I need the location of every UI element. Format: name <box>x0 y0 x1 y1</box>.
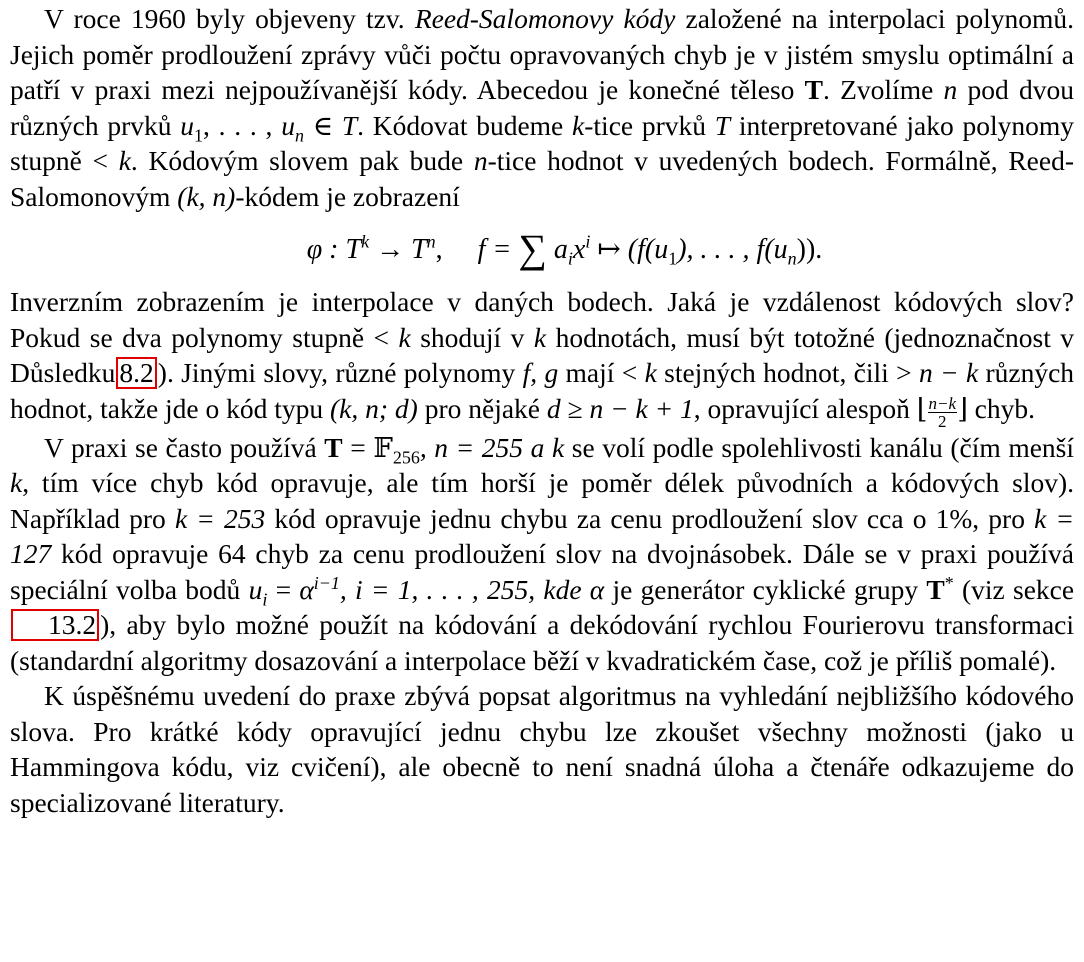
paragraph-2: Inverzním zobrazením je interpolace v daných bodech. Jaká je vzdálenost kódových slov? Pokud se dva polynomy stupně < k shodují v k hodnotách, musí být totožné (jednoznačnost v Důsledku 8.2 ). Jinými slovy, různé polynomy f, g mají < k stejných hodnot, čili > n − k různých hodnot, takže jde o kód typu (k, n; d) pro nějaké d ≥ n − k + 1, opravující alespoň ⌊ $\frac{n-k}{2}$ ⌋ chyb. <box>10 286 1075 431</box>
paragraph-1: V roce 1960 byly objeveny tzv. Reed-Salomonovy kódy založené na interpolaci polynomů. Jejich poměr prodloužení zprávy vůči počtu opravovaných chyb je v jistém smyslu optimální a patří v praxi mezi nejpoužívanější kódy. Abecedou je konečné těleso T. Zvolíme n pod dvou různých prvků $u_1$, . . . , $u_n$ ∈ T. Kódovat budeme k-tice prvků T interpretované jako polynomy stupně < k. Kódovým slovem pak bude n-tice hodnot v uvedených bodech. Formálně, Reed-Salomonovým (k, n)-kódem je zobrazení <box>10 3 1075 212</box>
paragraph-4: K úspěšnému uvedení do praxe zbývá popsat algoritmus na vyhledání nejbližšího kódového slova. Pro krátké kódy opravující jednu chybu lze zkoušet všechny možnosti (jako u Hammingova kódu, viz cvičení), ale obecně to není snadná úloha a čtenáře odkazujeme do specializované literatury. <box>10 680 1074 818</box>
paragraph-3: V praxi se často používá T = 𝔽$_{256}$, n = 255 a k se volí podle spolehlivosti kanálu (čím menší k, tím více chyb kód opravuje, ale tím horší je poměr délek původních a kódových slov). Například pro k = 253 kód opravuje jednu chybu za cenu prodloužení slov cca o 1%, pro k = 127 kód opravuje 64 chyb za cenu prodloužení slov na dvojnásobek. Dále se v praxi používá speciální volba bodů $u_i = \alpha^{i-1}$, i = 1, . . . , 255, kde α je generátor cyklické grupy T* (viz sekce 13.2 ), aby bylo možné použít na kódování a dekódování rychlou Fourierovu transformaci (standardní algoritmy dosazování a interpolace běží v kvadratickém čase, což je příliš pomalé). <box>10 431 1075 676</box>
document-page <box>10 0 1074 820</box>
reference-link-13-2[interactable]: 13.2 <box>11 609 99 641</box>
fraction-n-k-over-2: $\frac{n-k}{2}$ <box>928 393 957 431</box>
term-reed-solomon: Reed-Salomonovy kódy <box>414 3 676 34</box>
reference-link-8-2[interactable]: 8.2 <box>116 357 156 389</box>
formula-reed-solomon-map: φ : $T^k \to T^n$, f = ∑ $a_ix^i$ ↦ ($f(u_1)$, . . . , $f(u_n)$). <box>306 226 823 271</box>
